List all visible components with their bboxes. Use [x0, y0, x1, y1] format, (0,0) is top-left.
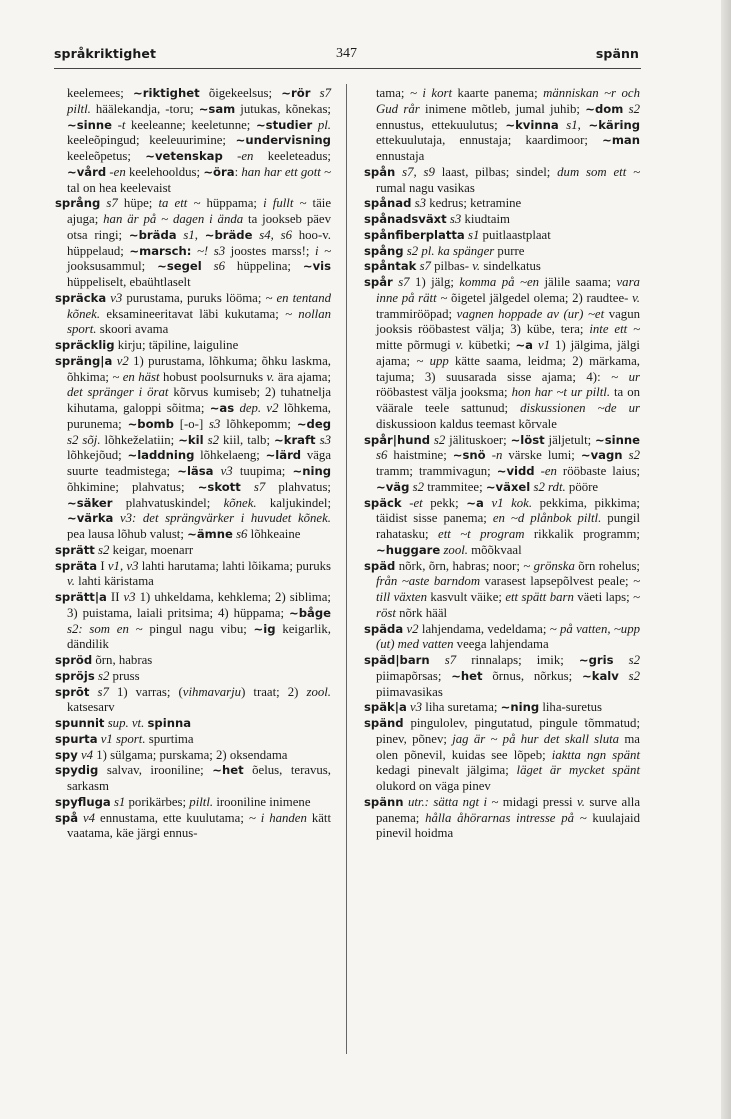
dictionary-entry — [364, 622, 640, 654]
dictionary-entry — [364, 86, 640, 165]
dictionary-entry — [55, 559, 331, 591]
dictionary-entry — [55, 338, 331, 354]
entry-definition: utr.: sätta ngt i ~ midagi pressi v. surve alla panema; hålla åhörarnas intresse på ~ kuulajaid pinevil hoidma — [376, 794, 641, 841]
entry-headword: spå — [55, 810, 79, 825]
entry-definition: keelemees; ~riktighet õigekeelsus; ~rör s7 piltl. häälekandja, -toru; ~sam jutukas, kõnekas; ~sinne -t keeleanne; keeletunne; ~studier pl. keeleõpingud; keeleuurimine; ~undervisning keeleõpetus; ~vetenskap -en keeleteadus; ~vård -en keelehooldus; ~öra: han har ett gott ~ tal on hea keelevaist — [67, 86, 332, 195]
entry-definition: v3 purustama, puruks lööma; ~ en tentand kõnek. eksamineeritavat läbi kukutama; ~ nollan sport. skoori avama — [67, 290, 332, 337]
entry-headword: späk|a — [364, 700, 407, 715]
dictionary-entry — [55, 86, 331, 196]
dictionary-entry — [55, 291, 331, 338]
dictionary-entry — [55, 590, 331, 653]
entry-headword: sprätt — [55, 542, 95, 557]
dictionary-entry — [55, 732, 331, 748]
entry-headword: spåntak — [364, 259, 417, 274]
column-divider — [346, 84, 347, 1054]
entry-definition: s7 rinnalaps; imik; ~gris s2 piimapõrsas; ~het õrnus, nõrkus; ~kalv s2 piimavasikas — [376, 653, 640, 699]
entry-headword: språng — [55, 196, 101, 211]
header-right-guide-word: spänn — [595, 46, 639, 61]
entry-definition: v4 ennustama, ette kuulutama; ~ i handen kätt vaatama, käe järgi ennus- — [67, 810, 332, 841]
entry-definition: I v1, v3 lahti harutama; lahti lõikama; puruks v. lahti käristama — [67, 558, 331, 589]
entry-headword: spänn — [364, 794, 404, 809]
entry-headword: sprätt|a — [55, 590, 107, 604]
entry-headword: spyfluga — [55, 794, 111, 809]
entry-headword: spån — [364, 164, 396, 179]
entry-headword: sprōt — [55, 684, 90, 699]
entry-definition: v3 liha suretama; ~ning liha-suretus — [410, 700, 603, 715]
dictionary-entry — [55, 354, 331, 543]
entry-headword: späd|barn — [364, 653, 430, 667]
entry-definition: v2 lahjendama, vedeldama; ~ på vatten, ~upp (ut) med vatten veega lahjendama — [376, 621, 640, 652]
entry-headword: spräng|a — [55, 353, 113, 368]
entry-definition: sup. vt. spinna — [107, 716, 192, 730]
entry-headword: spunnit — [55, 716, 105, 730]
entry-definition: II v3 1) uhkeldama, kehklema; 2) siblima; 3) puistama, laiali pritsima; 4) hüppama; ~båge s2: som en ~ pingul nagu vibu; ~ig keigarlik, dändilik — [67, 590, 331, 652]
dictionary-entry — [364, 165, 640, 197]
entry-headword: spröjs — [55, 668, 95, 683]
entry-headword: spydig — [55, 763, 99, 778]
dictionary-entry — [55, 811, 331, 843]
left-column — [55, 86, 331, 842]
dictionary-entry — [55, 653, 331, 669]
entry-definition: s7 1) varras; (vihmavarju) traat; 2) zool. katsesarv — [67, 684, 332, 715]
dictionary-entry — [364, 496, 640, 559]
page-edge — [721, 0, 731, 1119]
dictionary-entry — [55, 748, 331, 764]
dictionary-entry — [55, 685, 331, 717]
entry-definition: õrn, habras — [92, 653, 153, 667]
entry-definition: salvav, irooniline; ~het õelus, teravus, sarkasm — [67, 763, 331, 793]
dictionary-entry — [364, 228, 640, 244]
entry-headword: spänd — [364, 716, 404, 730]
entry-definition: s2 keigar, moenarr — [98, 542, 194, 557]
entry-definition: s2 pruss — [97, 668, 140, 683]
entry-definition: v1 sport. spurtima — [100, 731, 194, 746]
dictionary-entry — [55, 196, 331, 291]
entry-definition: s3 kiudtaim — [449, 212, 510, 226]
header-rule — [54, 68, 641, 69]
entry-definition: nõrk, õrn, habras; noor; ~ grönska õrn rohelus; från ~aste barndom varasest lapsepõlvest peale; ~ till växten kasvult väike; ett spätt barn väeti laps; ~ röst nõrk hääl — [376, 558, 641, 620]
dictionary-entry — [364, 433, 640, 496]
entry-definition: s7 hüpe; ta ett ~ hüppama; i fullt ~ täie ajuga; han är på ~ dagen i ända ta jookseb päev otsa ringi; ~bräda s1, ~bräde s4, s6 hoo-v. hüppelaud; ~marsch: ~! s3 joostes marss!; i ~ jooksusammul; ~segel s6 hüppelina; ~vis hüppeliselt, ebaühtlaselt — [67, 196, 332, 289]
dictionary-entry — [364, 700, 640, 716]
entry-definition: v2 1) purustama, lõhkuma; õhku laskma, õhkima; ~ en häst hobust poolsurnuks v. ära ajama; det spränger i örat kõrvus kumiseb; 2) tuhatnelja kihutama, galoppi sõitma; ~as dep. v2 lõhkema, purunema; ~bomb [-o-] s3 lõhkepomm; ~deg s2 sõj. lõhkeželatiin; ~kil s2 kiil, talb; ~kraft s3 lõhkejõud; ~laddning lõhkelaeng; ~lärd väga suurte teadmistega; ~läsa v3 tuupima; ~ning õhkimine; plahvatus; ~skott s7 plahvatus; ~säker plahvatuskindel; kõnek. kaljukindel; ~värka v3: det sprängvärker i huvudet kõnek. pea lausa lõhub valust; ~ämne s6 lõhkeaine — [67, 353, 332, 541]
dictionary-entry — [364, 795, 640, 842]
entry-definition: s1 puitlaastplaat — [467, 227, 551, 242]
entry-headword: spy — [55, 747, 78, 762]
dictionary-entry — [55, 716, 331, 732]
entry-definition: s2 pl. ka spänger purre — [406, 243, 525, 258]
entry-headword: spånad — [364, 196, 412, 211]
dictionary-entry — [364, 275, 640, 433]
entry-headword: spånfiberplatta — [364, 227, 465, 242]
entry-headword: spräcklig — [55, 338, 115, 352]
dictionary-entry — [364, 212, 640, 228]
page-number: 347 — [336, 46, 357, 61]
dictionary-entry — [364, 559, 640, 622]
right-column — [364, 86, 640, 842]
entry-headword: späck — [364, 495, 402, 510]
page-header — [54, 46, 639, 66]
entry-headword: spånadsväxt — [364, 212, 447, 226]
entry-definition: s7 pilbas- v. sindelkatus — [419, 259, 541, 274]
entry-definition: v4 1) sülgama; purskama; 2) oksendama — [80, 747, 288, 762]
entry-definition: -et pekk; ~a v1 kok. pekkima, pikkima; täidist sisse panema; en ~d plånbok piltl. pungil rahatasku; ett ~t program rikkalik programm; ~huggare zool. mõõkvaal — [376, 495, 641, 557]
entry-headword: späd — [364, 558, 396, 573]
entry-headword: spröd — [55, 653, 93, 667]
entry-headword: spång — [364, 243, 404, 258]
header-left-guide-word: språkriktighet — [54, 46, 157, 61]
entry-definition: s7, s9 laast, pilbas; sindel; dum som ett ~ rumal nagu vasikas — [376, 164, 641, 195]
entry-headword: spurta — [55, 731, 98, 746]
entry-definition: tama; ~ i kort kaarte panema; människan ~r och Gud rår inimene mõtleb, jumal juhib; ~dom s2 ennustus, ettekuulutus; ~kvinna s1, ~käring ettekuulutaja, ennustaja; kaardimoor; ~man ennustaja — [376, 86, 641, 163]
dictionary-entry — [364, 244, 640, 260]
entry-definition: s3 kedrus; ketramine — [414, 196, 522, 211]
entry-headword: spräta — [55, 558, 98, 573]
entry-definition: s1 porikärbes; piltl. irooniline inimene — [113, 794, 311, 809]
entry-headword: späda — [364, 621, 404, 636]
entry-definition: kirju; täpiline, laiguline — [114, 338, 239, 352]
dictionary-entry — [364, 259, 640, 275]
dictionary-entry — [364, 653, 640, 700]
entry-headword: spräcka — [55, 290, 107, 305]
entry-definition: s2 jälituskoer; ~löst jäljetult; ~sinne s6 haistmine; ~snö -n värske lumi; ~vagn s2 tramm; trammivagun; ~vidd -en rööbaste laius; ~väg s2 trammitee; ~växel s2 rdt. pööre — [376, 432, 641, 494]
dictionary-entry — [364, 716, 640, 795]
dictionary-entry — [55, 795, 331, 811]
dictionary-entry — [55, 543, 331, 559]
entry-definition: s7 1) jälg; komma på ~en jälile saama; vara inne på rätt ~ õigetel jälgedel olema; 2) raudtee- v. trammirööpad; vagnen hoppade av (ur) ~et vagun jooksis rööbastest välja; 3) kübe, tera; inte ett ~ mitte põrmugi v. kübetki; ~a v1 1) jälgima, jälgi ajama; ~ upp kätte saama, leidma; 2) märkama, tajuma; 3) suusarada sisse ajama; 4): ~ ur rööbastest välja jooksma; hon har ~t ur piltl. ta on väärale teele sattunud; diskussionen ~de ur diskussioon kaldus teemast kõrvale — [376, 275, 641, 431]
dictionary-entry — [55, 669, 331, 685]
dictionary-entry — [364, 196, 640, 212]
entry-headword: spår — [364, 275, 393, 289]
entry-headword: spår|hund — [364, 432, 431, 447]
entry-definition: pingulolev, pingutatud, pingule tõmmatud; pinev, põnev; jag är ~ på hur det skall sluta ma olen põnevil, kuidas see lõpeb; iaktta ngn spänt kedagi pinevalt jälgima; läget är mycket spänt olukord on väga pinev — [376, 716, 640, 793]
dictionary-entry — [55, 763, 331, 795]
